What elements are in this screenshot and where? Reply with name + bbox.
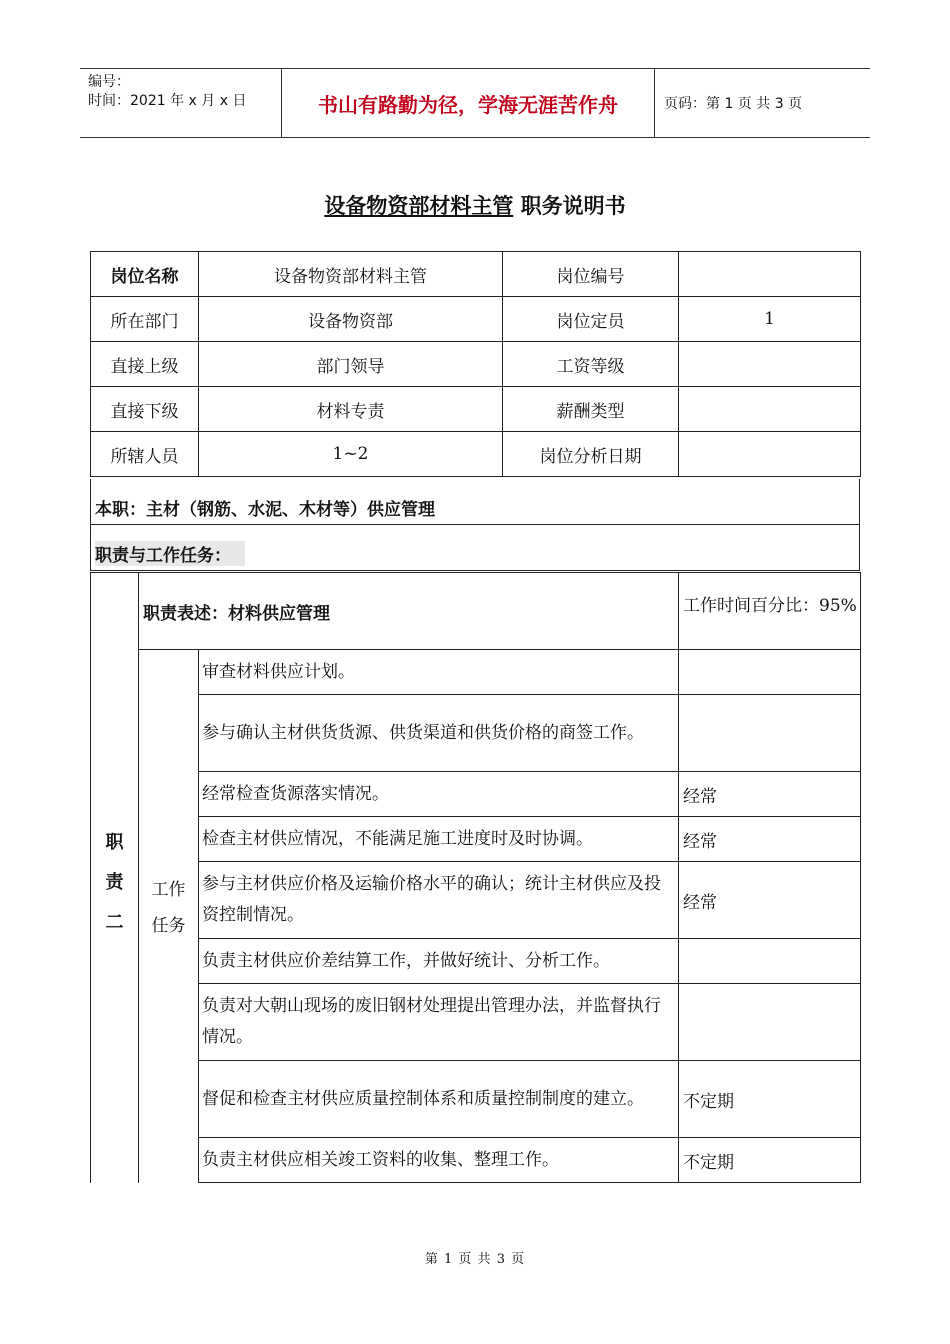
task-frequency [679,650,861,695]
task-frequency [679,939,861,984]
task-frequency [679,984,861,1061]
table-row [91,432,861,477]
duties-heading: 职责与工作任务： [95,541,245,566]
info-label: 岗位编号 [503,252,679,297]
page-footer: 第 1 页 共 3 页 [424,1252,526,1267]
task-text: 督促和检查主材供应质量控制体系和质量控制制度的建立。 [199,1061,679,1138]
time-label: 时间：2021 年 x 月 x 日 [88,93,247,109]
side-char: 责 [105,872,124,893]
main-duty-band [90,479,860,525]
table-row [91,342,861,387]
info-value: 部门领导 [199,342,503,387]
info-value: 1 [679,297,861,342]
info-value [679,387,861,432]
info-label: 岗位分析日期 [503,432,679,477]
table-row [91,650,861,695]
duty-statement: 职责表述：材料供应管理 [139,573,679,650]
task-frequency [679,695,861,772]
duty-sub-label [139,650,199,1183]
info-label: 所辖人员 [91,432,199,477]
table-row [91,984,861,1061]
info-label: 岗位名称 [91,252,199,297]
task-frequency: 不定期 [679,1061,861,1138]
duty-side-label [91,573,139,1183]
info-value [679,342,861,387]
sub-label-line: 任务 [151,916,186,936]
info-label: 薪酬类型 [503,387,679,432]
info-value: 设备物资部材料主管 [199,252,503,297]
task-text: 负责主材供应价差结算工作，并做好统计、分析工作。 [199,939,679,984]
title-underlined: 设备物资部材料主管 [324,194,514,218]
table-row [91,695,861,772]
header-page-info: 页码：第 1 页 共 3 页 [664,96,803,112]
info-label: 工资等级 [503,342,679,387]
info-label: 直接上级 [91,342,199,387]
document-title [0,190,950,220]
task-text: 参与主材供应价格及运输价格水平的确认；统计主材供应及投资控制情况。 [199,862,679,939]
table-row [91,252,861,297]
position-info-table [90,251,861,477]
sub-label-line: 工作 [151,880,186,900]
task-text: 参与确认主材供货货源、供货渠道和供货价格的商签工作。 [199,695,679,772]
task-text: 负责主材供应相关竣工资料的收集、整理工作。 [199,1138,679,1183]
task-text: 检查主材供应情况，不能满足施工进度时及时协调。 [199,817,679,862]
info-value [679,432,861,477]
header-meta [80,69,282,137]
duty-percent: 工作时间百分比：95% [679,573,861,650]
table-row [91,387,861,432]
info-label: 所在部门 [91,297,199,342]
duty-table [90,572,861,1183]
info-value: 1~2 [199,432,503,477]
header-motto: 书山有路勤为径，学海无涯苦作舟 [282,69,655,137]
page-header [80,68,870,138]
task-frequency: 不定期 [679,1138,861,1183]
table-row [91,297,861,342]
table-row [91,862,861,939]
table-row [91,1138,861,1183]
title-rest: 职务说明书 [513,194,626,218]
table-row [91,772,861,817]
info-value: 材料专责 [199,387,503,432]
info-label: 岗位定员 [503,297,679,342]
main-duty-text: 本职：主材（钢筋、水泥、木材等）供应管理 [95,500,435,520]
side-char: 职 [105,832,124,853]
table-row [91,939,861,984]
table-row [91,573,861,650]
task-text: 负责对大朝山现场的废旧钢材处理提出管理办法，并监督执行情况。 [199,984,679,1061]
task-text: 审查材料供应计划。 [199,650,679,695]
task-frequency: 经常 [679,772,861,817]
duties-heading-band [90,525,860,571]
info-value [679,252,861,297]
side-char: 二 [105,912,124,933]
task-frequency: 经常 [679,817,861,862]
task-frequency: 经常 [679,862,861,939]
info-value: 设备物资部 [199,297,503,342]
info-label: 直接下级 [91,387,199,432]
task-text: 经常检查货源落实情况。 [199,772,679,817]
number-label: 编号： [88,74,130,90]
table-row [91,817,861,862]
table-row [91,1061,861,1138]
